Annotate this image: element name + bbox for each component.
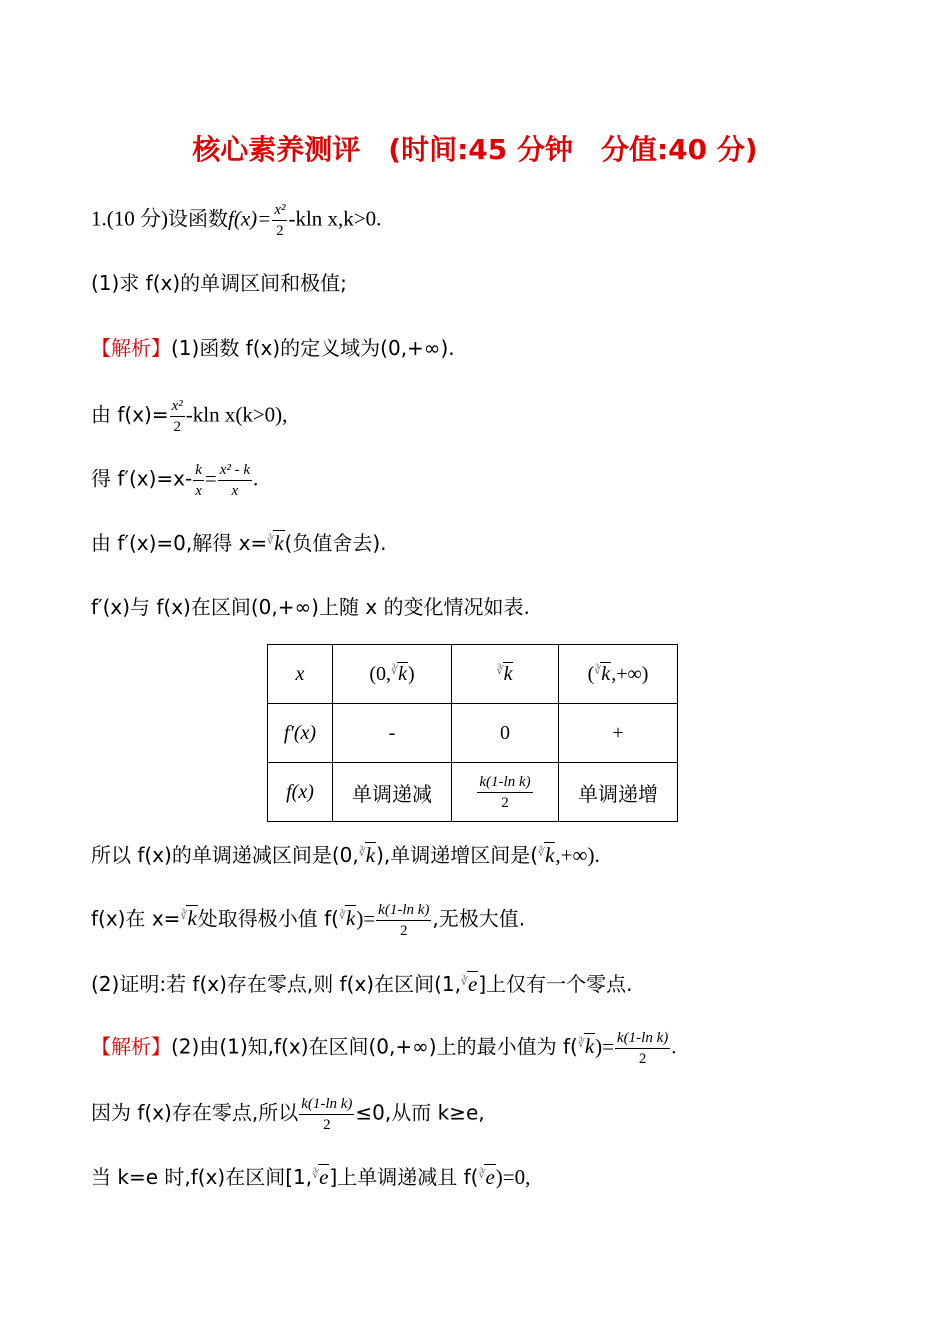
fraction: $\frac{\text{k(1-ln k)}}{2}$ [378, 902, 430, 939]
part-1-solution-line-1: 【解析】(1)函数 f(x)的定义域为(0,+∞). [91, 336, 455, 360]
fraction: $\frac{\text{k(1-ln k)}}{2}$ [479, 773, 531, 811]
fraction: $\frac{k}{x}$ [195, 462, 202, 499]
conclusion-line-2: f(x)在 x=∛k处取得极小值 f(∛k)= $\frac{\text{k(1-ln k)}}{2}$ ,无极大值. [91, 902, 526, 939]
problem-1-statement [91, 200, 381, 241]
table-row [268, 763, 678, 822]
part-2-solution-line-3: 当 k=e 时,f(x)在区间[1,∛e]上单调递减且 f(∛e)=0, [91, 1165, 531, 1189]
table-cell: (∛k,+∞) [559, 645, 678, 704]
radicand: k [274, 531, 284, 555]
table-header-cell: x [268, 645, 333, 704]
part-1-question: (1)求 f(x)的单调区间和极值; [91, 271, 347, 295]
problem-number: 1.(10 分) [91, 206, 168, 231]
part-1-solution-line-5: f′(x)与 f(x)在区间(0,+∞)上随 x 的变化情况如表. [91, 595, 530, 619]
root-symbol: ∛ [267, 535, 275, 547]
table-cell: ∛k [452, 645, 559, 704]
problem-intro: 设函数 [168, 206, 228, 231]
solution-tag: 【解析】 [91, 1034, 171, 1059]
solution-tag: 【解析】 [91, 336, 171, 360]
table-cell: 单调递增 [559, 763, 678, 822]
table-header-cell: f′(x) [268, 704, 333, 763]
variation-table [267, 644, 678, 822]
fraction: $\frac{\text{k(1-ln k)}}{2}$ [301, 1096, 353, 1133]
part-1-solution-line-2: 由 f(x)= $\frac{\text{x²}}{2}$ -kln x(k>0), [91, 398, 288, 435]
table-cell: + [559, 704, 678, 763]
part-1-solution-line-4: 由 f′(x)=0,解得 x=∛k(负值舍去). [91, 531, 387, 555]
fraction: $\frac{\text{x²}}{2}$ [274, 202, 286, 239]
function-tail: -kln x,k>0. [288, 206, 382, 231]
part-1-solution-line-3: 得 f′(x)=x- $\frac{k}{x}$ = $\frac{\text{x² - k}}{x}$ . [91, 462, 259, 499]
fraction: $\frac{\text{x² - k}}{x}$ [219, 462, 251, 499]
part-2-solution-line-2: 因为 f(x)存在零点,所以 $\frac{\text{k(1-ln k)}}{2}$ ≤0,从而 k≥e, [91, 1096, 485, 1133]
function-def: f(x)= [228, 206, 272, 231]
fraction: $\frac{\text{x²}}{2}$ [171, 398, 183, 435]
table-cell: (0,∛k) [333, 645, 452, 704]
page-title: 核心素养测评 (时间:45 分钟 分值:40 分) [192, 133, 758, 166]
table-cell: 0 [452, 704, 559, 763]
table-cell [452, 763, 559, 822]
table-header-cell: f(x) [268, 763, 333, 822]
table-row [268, 704, 678, 763]
conclusion-line-1: 所以 f(x)的单调递减区间是(0,∛k),单调递增区间是(∛k,+∞). [91, 843, 600, 867]
table-row [268, 645, 678, 704]
table-cell: - [333, 704, 452, 763]
part-2-question: (2)证明:若 f(x)存在零点,则 f(x)在区间(1,∛e]上仅有一个零点. [91, 972, 633, 996]
part-2-solution-line-1: 【解析】(2)由(1)知,f(x)在区间(0,+∞)上的最小值为 f(∛k)= $\frac{\text{k(1-ln k)}}{2}$ . [91, 1030, 677, 1067]
table-cell: 单调递减 [333, 763, 452, 822]
fraction: $\frac{\text{k(1-ln k)}}{2}$ [617, 1030, 669, 1067]
